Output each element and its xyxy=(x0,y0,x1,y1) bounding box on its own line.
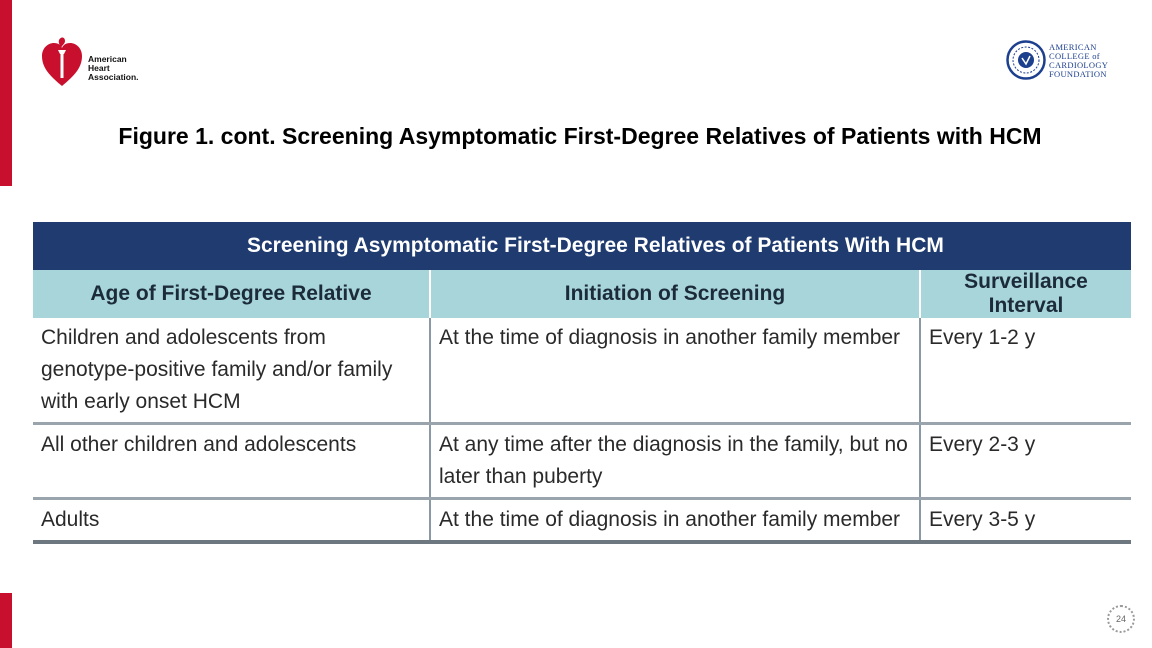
aha-wordmark: American Heart Association. xyxy=(88,54,139,82)
cell-initiation: At the time of diagnosis in another family member xyxy=(430,318,920,424)
column-header-interval: Surveillance Interval xyxy=(920,270,1131,318)
column-header-initiation: Initiation of Screening xyxy=(430,270,920,318)
accent-bar-bottom xyxy=(0,593,12,648)
cell-age: All other children and adolescents xyxy=(33,424,430,499)
screening-grid xyxy=(33,270,1131,544)
table-row xyxy=(33,318,1131,424)
aha-logo xyxy=(40,36,150,90)
table-caption: Screening Asymptomatic First-Degree Relatives of Patients With HCM xyxy=(33,222,1131,270)
accent-bar-top xyxy=(0,0,12,186)
heart-torch-icon xyxy=(40,36,84,88)
cell-interval: Every 2-3 y xyxy=(920,424,1131,499)
acc-wordmark: AMERICAN COLLEGE of CARDIOLOGY FOUNDATION xyxy=(1049,42,1109,79)
column-header-age: Age of First-Degree Relative xyxy=(33,270,430,318)
cell-initiation: At any time after the diagnosis in the family, but no later than puberty xyxy=(430,424,920,499)
cell-interval: Every 3-5 y xyxy=(920,499,1131,543)
slide-title: Figure 1. cont. Screening Asymptomatic First-Degree Relatives of Patients with HCM xyxy=(118,123,1042,149)
page-number: 24 xyxy=(1107,605,1135,633)
column-header-row xyxy=(33,270,1131,318)
cell-initiation: At the time of diagnosis in another family member xyxy=(430,499,920,543)
screening-table xyxy=(33,222,1131,544)
acc-seal-icon xyxy=(1006,40,1046,80)
table-row xyxy=(33,424,1131,499)
table-row xyxy=(33,499,1131,543)
acc-foundation-logo xyxy=(1006,40,1126,82)
cell-age: Adults xyxy=(33,499,430,543)
cell-age: Children and adolescents from genotype-positive family and/or family with early onset HCM xyxy=(33,318,430,424)
cell-interval: Every 1-2 y xyxy=(920,318,1131,424)
